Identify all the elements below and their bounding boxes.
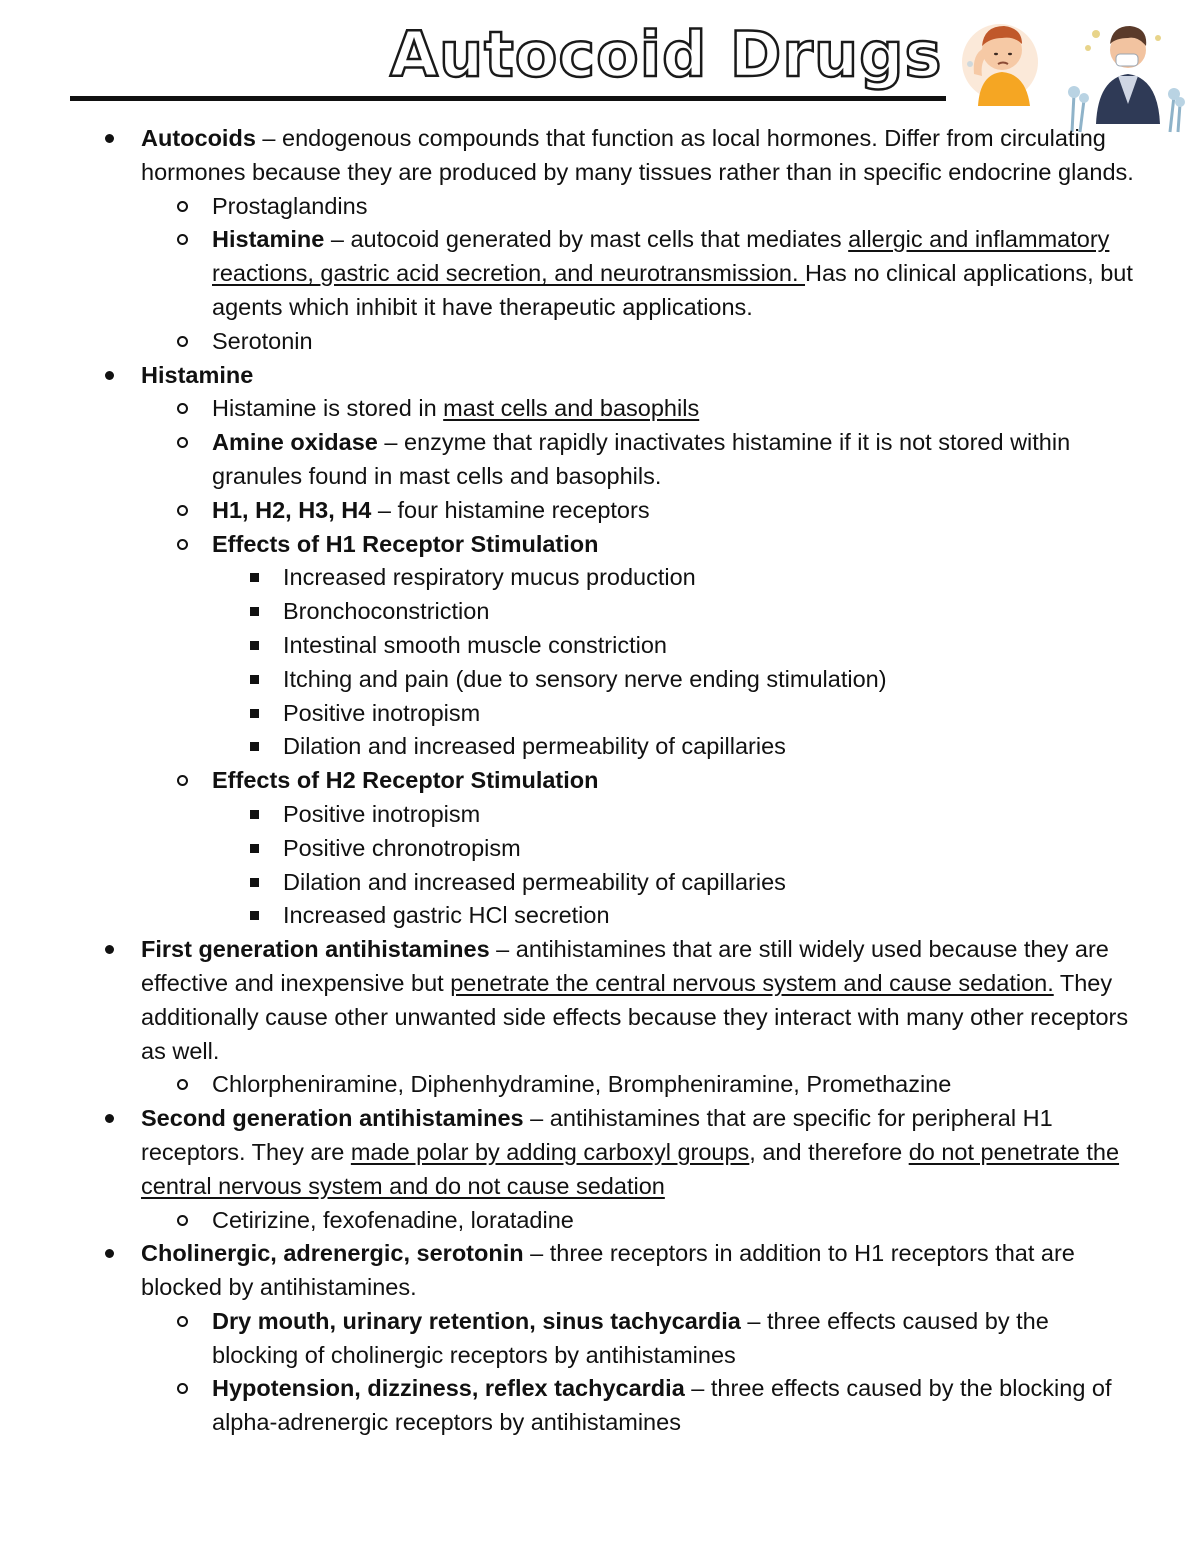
underlined-text: do not penetrate the central nervous system and do not cause sedation [141, 1138, 1120, 1199]
list-item-serotonin [0, 325, 1200, 359]
list-item-receptors [0, 494, 1200, 528]
list-item-h1-effect [0, 730, 1200, 764]
allergy-man-illustration [1066, 14, 1186, 134]
definition-text: endogenous compounds that function as local hormones. Differ from circulating hormones because they are produced by many tissues rather than in specific endocrine glands. [141, 125, 1134, 185]
page-title: Autocoid Drugs [390, 18, 943, 91]
effect-text: Increased gastric HCl secretion [283, 902, 610, 929]
item-text: Histamine is stored in [212, 395, 444, 422]
effect-text: Positive inotropism [283, 800, 481, 827]
term-autocoids: Autocoids [141, 125, 256, 151]
list-item-histamine-definition [0, 223, 1200, 324]
list-item-h2-effect [0, 866, 1200, 900]
list-item-second-generation [0, 1102, 1200, 1203]
subsection-heading: Effects of H1 Receptor Stimulation [212, 530, 599, 557]
separator: – [489, 936, 516, 963]
list-item-h2-effect [0, 798, 1200, 832]
effect-text: Positive inotropism [283, 699, 481, 726]
item-text: Chlorpheniramine, Diphenhydramine, Brompheniramine, Promethazine [212, 1071, 952, 1098]
underlined-text: mast cells and basophils [443, 395, 700, 422]
separator: – [523, 1105, 550, 1132]
list-item-h1-heading [0, 528, 1200, 562]
term-adrenergic-effects: Hypotension, dizziness, reflex tachycardia [212, 1375, 685, 1402]
definition-text: , and therefore [749, 1138, 909, 1165]
list-item-prostaglandins [0, 190, 1200, 224]
separator: – [324, 226, 351, 253]
underlined-text: penetrate the central nervous system and cause sedation. [450, 969, 1054, 996]
sick-child-illustration [958, 14, 1054, 110]
term-cholinergic-effects: Dry mouth, urinary retention, sinus tachycardia [212, 1307, 741, 1334]
definition-text: antihistamines that are specific for peripheral H1 receptors. They are [141, 1105, 1053, 1165]
list-item-first-generation [0, 933, 1200, 1068]
list-item-h1-effect [0, 697, 1200, 731]
list-item-h1-effect [0, 629, 1200, 663]
list-item-histamine-storage [0, 392, 1200, 426]
subsection-heading: Effects of H2 Receptor Stimulation [212, 767, 599, 794]
definition-text: antihistamines that are still widely used because they are effective and inexpensive but [141, 936, 1109, 996]
effect-text: Dilation and increased permeability of capillaries [283, 733, 786, 760]
list-item-h1-effect [0, 595, 1200, 629]
effect-text: Positive chronotropism [283, 834, 521, 861]
effect-text: Dilation and increased permeability of capillaries [283, 868, 786, 895]
definition-text: enzyme that rapidly inactivates histamine if it is not stored within granules found in mast cells and basophils. [212, 429, 1071, 489]
effect-text: Bronchoconstriction [283, 598, 490, 625]
list-item-histamine-heading [0, 359, 1200, 393]
separator: – [523, 1240, 550, 1267]
effect-text: Itching and pain (due to sensory nerve ending stimulation) [283, 665, 887, 692]
list-item-cholinergic-effects [0, 1305, 1200, 1373]
list-item-amine-oxidase [0, 426, 1200, 494]
underlined-text: made polar by adding carboxyl groups [350, 1138, 750, 1165]
underlined-text: allergic and inflammatory reactions, gastric acid secretion, and neurotransmission. [212, 226, 1110, 287]
term-second-generation: Second generation antihistamines [141, 1105, 524, 1132]
item-text: Cetirizine, fexofenadine, loratadine [212, 1206, 574, 1233]
list-item-h2-effect [0, 832, 1200, 866]
list-item-h1-effect [0, 663, 1200, 697]
separator: – [377, 429, 405, 456]
definition-text: three receptors in addition to H1 receptors that are blocked by antihistamines. [141, 1240, 1075, 1301]
term-first-generation: First generation antihistamines [141, 936, 490, 963]
list-item-second-gen-examples [0, 1204, 1200, 1238]
list-item-autocoids [0, 122, 1200, 190]
list-item-first-gen-examples [0, 1068, 1200, 1102]
term-amine-oxidase: Amine oxidase [212, 429, 378, 456]
definition-text: They additionally cause other unwanted side effects because they interact with many other receptors as well. [141, 969, 1129, 1064]
term-receptors: H1, H2, H3, H4 [212, 496, 372, 523]
title-underline [70, 96, 946, 101]
separator: – [740, 1307, 768, 1334]
separator: – [371, 496, 398, 523]
list-item-adrenergic-effects [0, 1372, 1200, 1440]
list-item-h2-effect [0, 899, 1200, 933]
list-item-blocked-receptors [0, 1237, 1200, 1305]
effect-text: Increased respiratory mucus production [283, 564, 696, 591]
definition-text: three effects caused by the blocking of alpha-adrenergic receptors by antihistamines [212, 1375, 1112, 1436]
term-blocked-receptors: Cholinergic, adrenergic, serotonin [141, 1240, 524, 1267]
separator: – [255, 125, 283, 151]
section-heading: Histamine [141, 361, 254, 388]
notes-list [0, 122, 1200, 1440]
definition-text: four histamine receptors [397, 496, 650, 523]
definition-text: three effects caused by the blocking of cholinergic receptors by antihistamines [212, 1307, 1049, 1368]
term-histamine: Histamine [212, 226, 325, 253]
effect-text: Intestinal smooth muscle constriction [283, 631, 667, 658]
item-text: Prostaglandins [212, 192, 368, 219]
separator: – [684, 1375, 711, 1402]
list-item-h2-heading [0, 764, 1200, 798]
list-item-h1-effect [0, 561, 1200, 595]
item-text: Serotonin [212, 327, 313, 354]
definition-text: autocoid generated by mast cells that mediates [350, 226, 849, 253]
definition-text: Has no clinical applications, but agents which inhibit it have therapeutic applications. [212, 260, 1133, 320]
